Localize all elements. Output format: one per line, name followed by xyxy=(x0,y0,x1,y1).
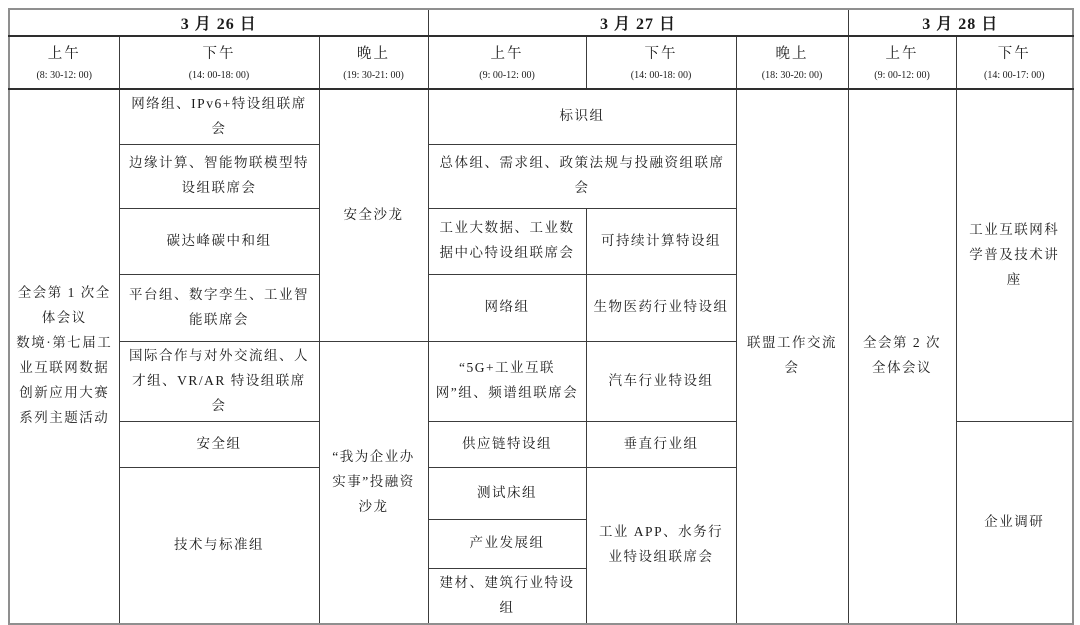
slot-mar26-morning xyxy=(9,36,119,89)
5g-spectrum-cell: “5G+工业互联网”组、频谱组联席会 xyxy=(428,341,586,421)
slot-period: 下午 xyxy=(202,46,236,63)
alliance-exchange-cell: 联盟工作交流会 xyxy=(736,89,848,624)
edge-computing-cell: 边缘计算、智能物联模型特设组联席会 xyxy=(119,144,319,208)
date-header-mar27: 3 月 27 日 xyxy=(428,9,848,36)
plenary-2-line2: 全体会议 xyxy=(872,360,933,376)
plenary-2-cell xyxy=(848,89,956,624)
science-lecture-cell: 工业互联网科学普及技术讲座 xyxy=(956,89,1073,421)
carbon-peak-cell: 碳达峰碳中和组 xyxy=(119,208,319,274)
plenary-1-title: 全会第 1 次全体会议 xyxy=(17,285,111,326)
enterprise-research-cell: 企业调研 xyxy=(956,421,1073,623)
security-group-cell: 安全组 xyxy=(119,421,319,467)
slot-mar28-morning xyxy=(848,36,956,89)
industry-development-cell: 产业发展组 xyxy=(428,519,586,568)
slot-mar28-afternoon xyxy=(956,36,1073,89)
slot-time: (8: 30-12: 00) xyxy=(36,69,93,81)
sustainable-computing-cell: 可持续计算特设组 xyxy=(586,208,736,274)
identifier-group-cell: 标识组 xyxy=(428,89,736,144)
slot-mar27-evening xyxy=(736,36,848,89)
slot-time: (18: 30-20: 00) xyxy=(761,69,823,81)
slot-mar26-afternoon xyxy=(119,36,319,89)
tech-standards-cell: 技术与标准组 xyxy=(119,467,319,623)
auto-industry-cell: 汽车行业特设组 xyxy=(586,341,736,421)
testbed-cell: 测试床组 xyxy=(428,467,586,519)
investment-salon-cell: “我为企业办实事”投融资沙龙 xyxy=(319,341,428,623)
slot-period: 下午 xyxy=(997,46,1031,63)
plenary-2-line1: 全会第 2 次 xyxy=(863,335,942,351)
slot-period: 下午 xyxy=(644,46,678,63)
vertical-industry-cell: 垂直行业组 xyxy=(586,421,736,467)
network-ipv6-cell: 网络组、IPv6+特设组联席会 xyxy=(119,89,319,144)
slot-period: 上午 xyxy=(885,46,919,63)
biomedicine-cell: 生物医药行业特设组 xyxy=(586,274,736,341)
date-header-mar26: 3 月 26 日 xyxy=(9,9,428,36)
security-salon-cell: 安全沙龙 xyxy=(319,89,428,341)
supply-chain-cell: 供应链特设组 xyxy=(428,421,586,467)
slot-time: (14: 00-18: 00) xyxy=(188,69,250,81)
slot-mar27-morning xyxy=(428,36,586,89)
slot-time: (14: 00-17: 00) xyxy=(984,69,1045,81)
building-materials-cell: 建材、建筑行业特设组 xyxy=(428,568,586,623)
date-header-mar28: 3 月 28 日 xyxy=(848,9,1073,36)
industrial-app-water-cell: 工业 APP、水务行业特设组联席会 xyxy=(586,467,736,623)
schedule-table xyxy=(8,8,1074,625)
general-requirements-policy-cell: 总体组、需求组、政策法规与投融资组联席会 xyxy=(428,144,736,208)
slot-period: 晚上 xyxy=(357,46,390,63)
slot-mar26-evening xyxy=(319,36,428,89)
slot-period: 上午 xyxy=(490,46,524,63)
slot-time: (9: 00-12: 00) xyxy=(874,69,930,81)
slot-time: (14: 00-18: 00) xyxy=(630,69,692,81)
intl-cooperation-cell: 国际合作与对外交流组、人才组、VR/AR 特设组联席会 xyxy=(119,341,319,421)
slot-period: 晚上 xyxy=(775,46,809,63)
plenary-1-subtitle: 数境·第七届工业互联网数据创新应用大赛系列主题活动 xyxy=(16,335,113,426)
plenary-1-cell xyxy=(9,89,119,624)
industrial-bigdata-cell: 工业大数据、工业数据中心特设组联席会 xyxy=(428,208,586,274)
network-group-cell: 网络组 xyxy=(428,274,586,341)
slot-time: (9: 00-12: 00) xyxy=(479,69,535,81)
slot-time: (19: 30-21: 00) xyxy=(343,69,404,81)
slot-mar27-afternoon xyxy=(586,36,736,89)
slot-period: 上午 xyxy=(47,46,81,63)
platform-digital-twin-cell: 平台组、数字孪生、工业智能联席会 xyxy=(119,274,319,341)
